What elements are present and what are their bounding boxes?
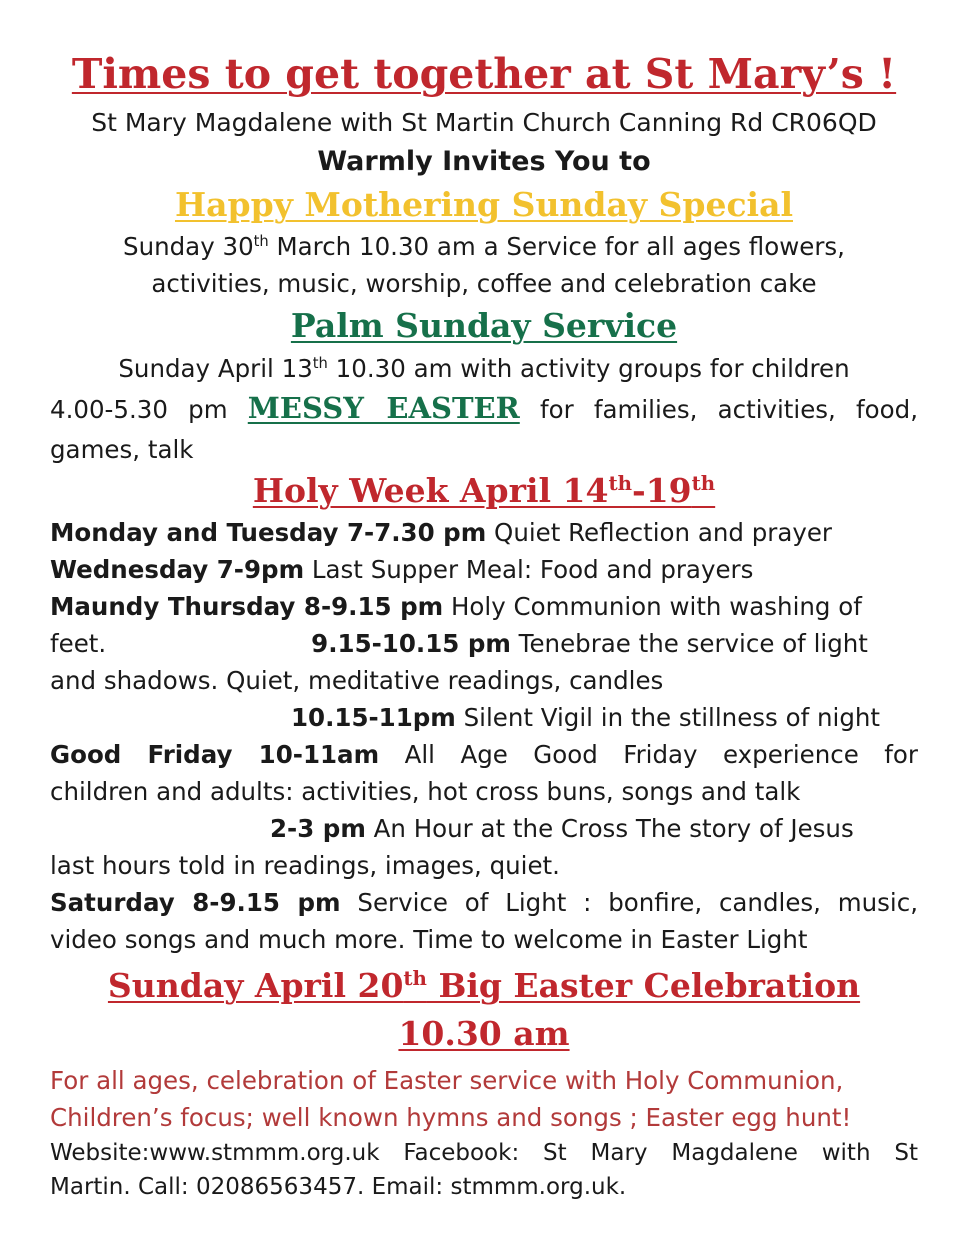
- monday-tuesday-item: Monday and Tuesday 7-7.30 pm Quiet Reflection and prayer: [50, 518, 832, 547]
- mothering-line-1: Sunday 30th March 10.30 am a Service for all ages flowers,: [123, 232, 845, 261]
- messy-line-2: games, talk: [50, 435, 194, 464]
- flyer: [50, 44, 918, 1204]
- easter-line-2: Children’s focus; well known hymns and songs ; Easter egg hunt!: [50, 1103, 852, 1132]
- messy-easter-title: MESSY EASTER: [247, 391, 520, 425]
- palm-heading: Palm Sunday Service: [290, 306, 678, 345]
- palm-line-1: Sunday April 13th 10.30 am with activity groups for children: [118, 354, 850, 383]
- good-friday-line-2: children and adults: activities, hot cross buns, songs and talk: [50, 777, 801, 806]
- mothering-line-2: activities, music, worship, coffee and celebration cake: [151, 269, 817, 298]
- church-address: St Mary Magdalene with St Martin Church Canning Rd CR06QD: [91, 108, 877, 137]
- tenebrae-line-2: and shadows. Quiet, meditative readings, candles: [50, 666, 664, 695]
- wednesday-item: Wednesday 7-9pm Last Supper Meal: Food and prayers: [50, 555, 754, 584]
- tenebrae-item: feet. 9.15-10.15 pm Tenebrae the service of light: [50, 629, 868, 658]
- saturday-line-2: video songs and much more. Time to welcome in Easter Light: [50, 925, 808, 954]
- messy-details: for families, activities, food,: [539, 395, 918, 424]
- easter-heading: Sunday April 20th Big Easter Celebration: [107, 966, 861, 1005]
- footer-contact-line-1: Website:www.stmmm.org.uk Facebook: St Mary Magdalene with St: [50, 1140, 918, 1166]
- invite-line: Warmly Invites You to: [317, 146, 651, 177]
- holy-week-heading: Holy Week April 14th-19th: [252, 471, 716, 510]
- silent-vigil-item: 10.15-11pm Silent Vigil in the stillness of night: [291, 703, 881, 732]
- good-friday-item: Good Friday 10-11am All Age Good Friday experience for: [50, 740, 918, 769]
- messy-time: 4.00-5.30 pm: [50, 395, 228, 424]
- mothering-heading: Happy Mothering Sunday Special: [174, 185, 793, 224]
- easter-time: 10.30 am: [398, 1014, 570, 1053]
- easter-line-1: For all ages, celebration of Easter service with Holy Communion,: [50, 1066, 844, 1095]
- messy-easter-line: [50, 387, 918, 431]
- saturday-item: Saturday 8-9.15 pm Service of Light : bonfire, candles, music,: [50, 888, 918, 917]
- hour-at-cross-line-2: last hours told in readings, images, quiet.: [50, 851, 560, 880]
- hour-at-cross-item: 2-3 pm An Hour at the Cross The story of Jesus: [270, 814, 854, 843]
- maundy-thursday-item: Maundy Thursday 8-9.15 pm Holy Communion with washing of: [50, 592, 862, 621]
- footer-contact-line-2: Martin. Call: 02086563457. Email: stmmm.org.uk.: [50, 1174, 627, 1200]
- page-title: Times to get together at St Mary’s !: [71, 50, 897, 98]
